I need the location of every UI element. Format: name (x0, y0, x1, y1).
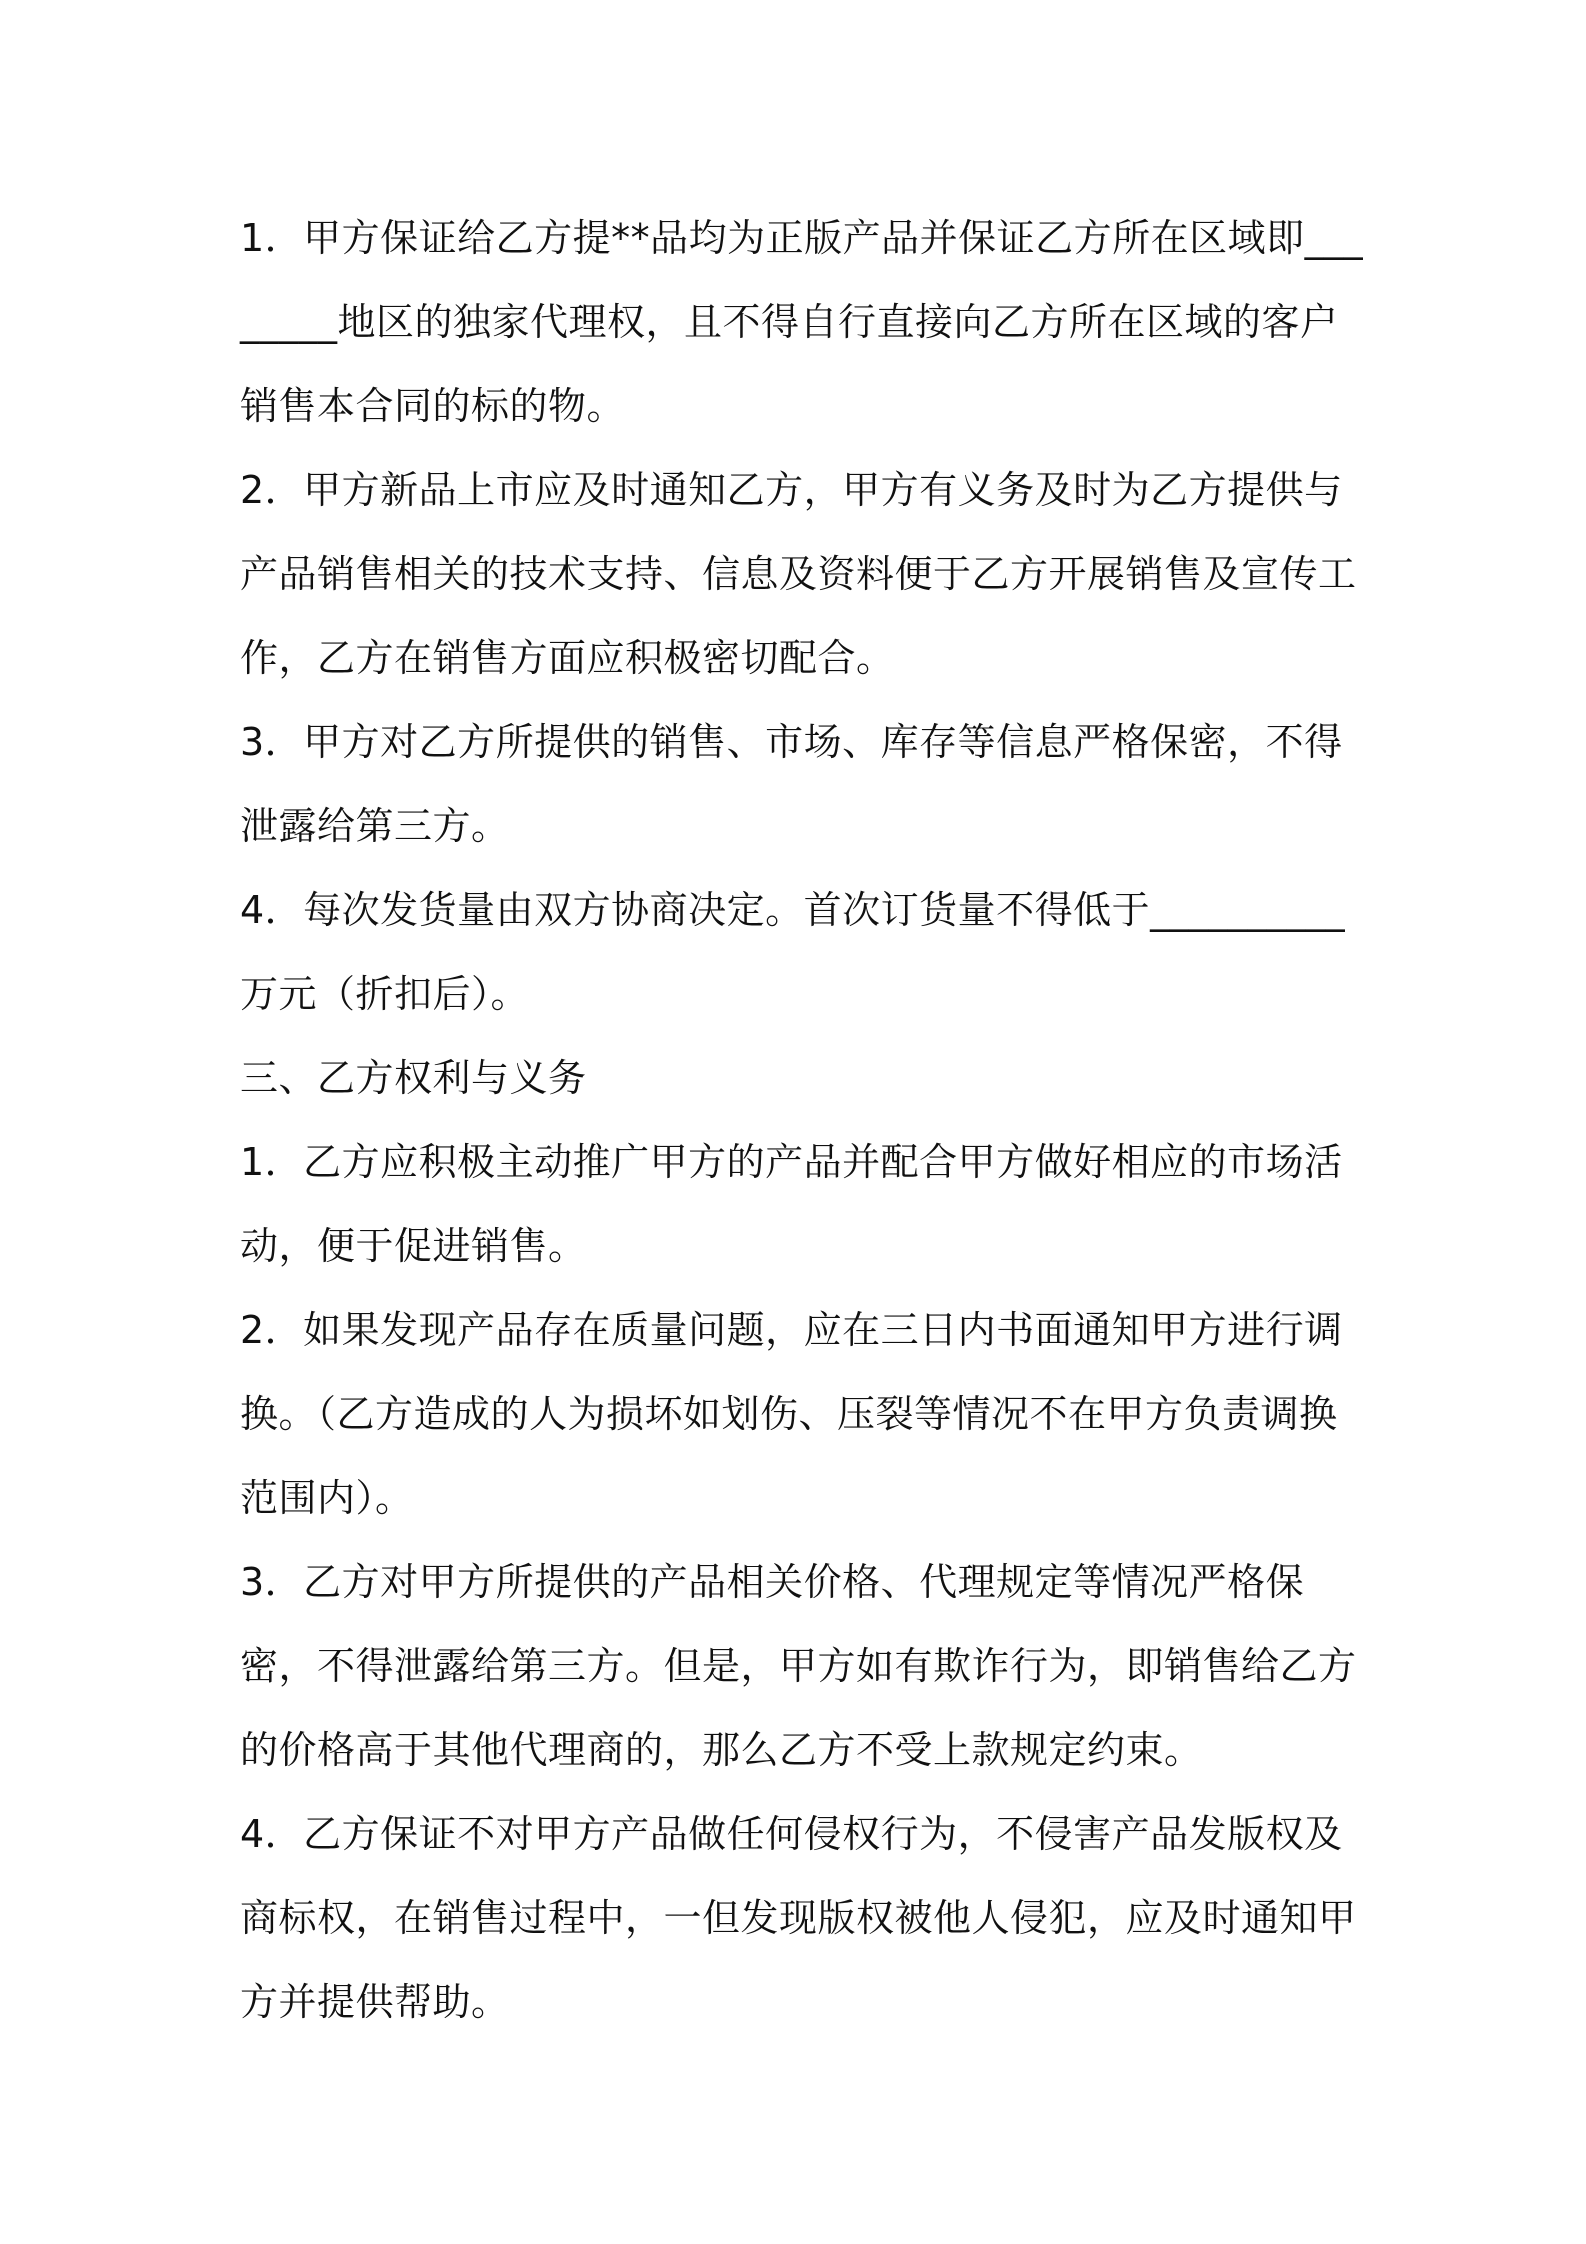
clause-party-b-4: 4．乙方保证不对甲方产品做任何侵权行为，不侵害产品发版权及商标权，在销售过程中，一但发现版权被他人侵犯，应及时通知甲方并提供帮助。 (240, 1812, 1357, 2024)
document-body (240, 196, 1370, 2044)
clause-party-b-1: 1．乙方应积极主动推广甲方的产品并配合甲方做好相应的市场活动，便于促进销售。 (240, 1140, 1343, 1268)
section-heading-party-b: 三、乙方权利与义务 (240, 1056, 587, 1100)
clause-party-a-2: 2．甲方新品上市应及时通知乙方，甲方有义务及时为乙方提供与产品销售相关的技术支持、信息及资料便于乙方开展销售及宣传工作，乙方在销售方面应积极密切配合。 (240, 468, 1357, 680)
clause-party-b-3: 3．乙方对甲方所提供的产品相关价格、代理规定等情况严格保密，不得泄露给第三方。但是，甲方如有欺诈行为，即销售给乙方的价格高于其他代理商的，那么乙方不受上款规定约束。 (240, 1560, 1357, 1772)
clause-party-b-2: 2．如果发现产品存在质量问题，应在三日内书面通知甲方进行调换。（乙方造成的人为损坏如划伤、压裂等情况不在甲方负责调换范围内）。 (240, 1308, 1343, 1520)
clause-party-a-3: 3．甲方对乙方所提供的销售、市场、库存等信息严格保密，不得泄露给第三方。 (240, 720, 1343, 848)
clause-party-a-1: 1．甲方保证给乙方提**品均为正版产品并保证乙方所在区域即________地区的独家代理权，且不得自行直接向乙方所在区域的客户销售本合同的标的物。 (240, 216, 1364, 428)
clause-party-a-4: 4．每次发货量由双方协商决定。首次订货量不得低于__________万元（折扣后）。 (240, 888, 1346, 1016)
